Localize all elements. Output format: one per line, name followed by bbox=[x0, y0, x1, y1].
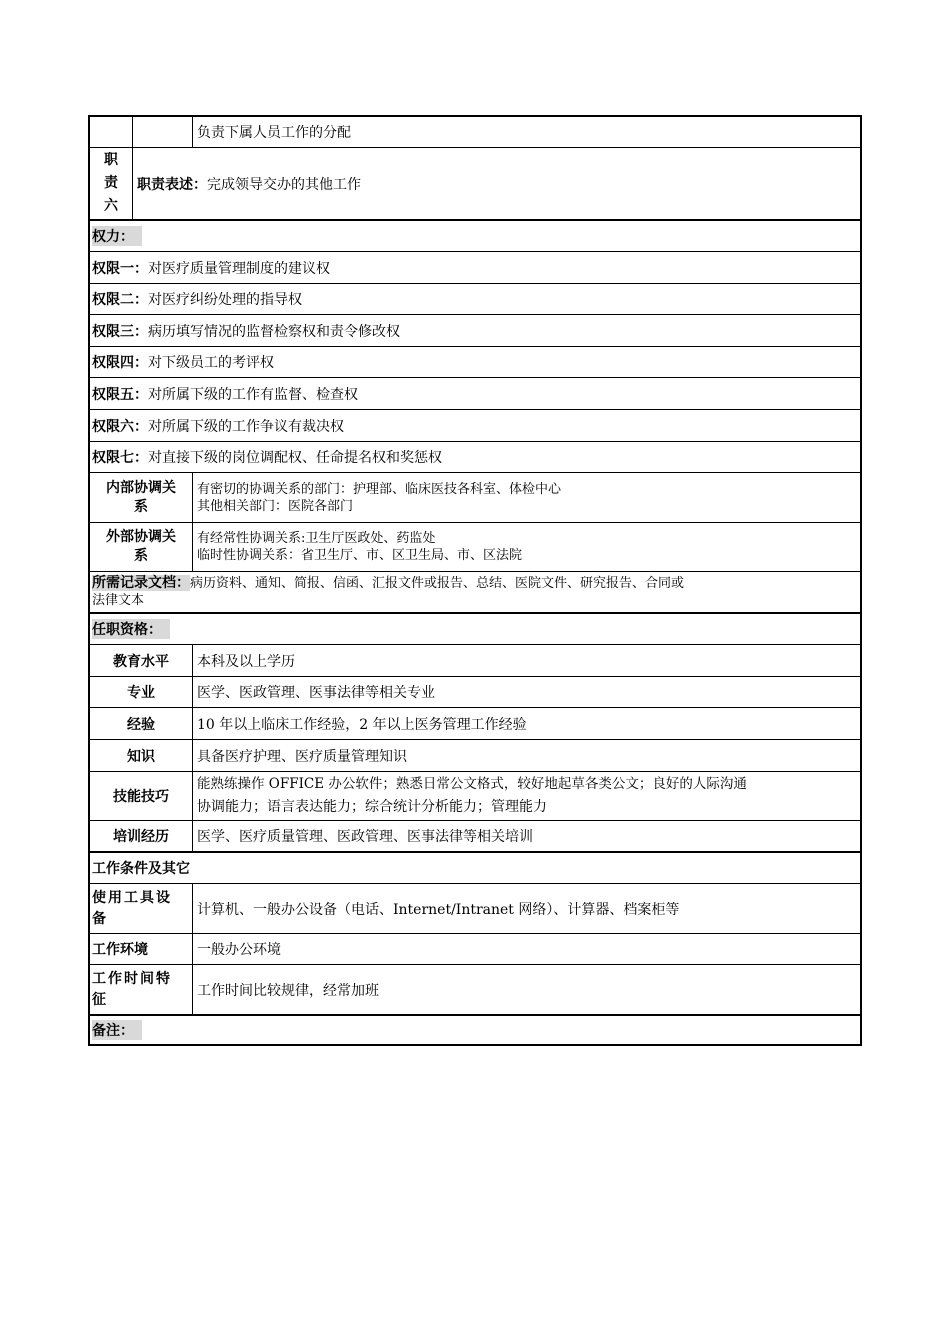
power-item-4 bbox=[88, 347, 862, 378]
power-item-text: 对医疗质量管理制度的建议权 bbox=[148, 260, 330, 277]
duty-six-char-2: 责 bbox=[104, 175, 118, 191]
power-item-label: 权限三： bbox=[92, 323, 148, 340]
qualification-value: 10 年以上临床工作经验，2 年以上医务管理工作经验 bbox=[197, 716, 527, 733]
duty-six-description bbox=[133, 148, 860, 219]
qualification-experience-row bbox=[88, 708, 862, 740]
external-coordination-row bbox=[88, 523, 862, 572]
power-item-5 bbox=[88, 378, 862, 410]
conditions-tools-text: 计算机、一般办公设备（电话、Internet/Intranet 网络）、计算器、档案柜等 bbox=[197, 901, 680, 918]
internal-coordination-label: 内部协调关 系 bbox=[90, 473, 193, 522]
qualification-skills-row bbox=[88, 772, 862, 821]
conditions-tools-row bbox=[88, 884, 862, 934]
power-item-2 bbox=[88, 284, 862, 315]
qualification-header: 任职资格： bbox=[92, 619, 170, 639]
power-header-row bbox=[88, 221, 862, 252]
qualification-label: 培训经历 bbox=[90, 821, 193, 851]
conditions-time-label: 工作时间特 征 bbox=[90, 965, 193, 1014]
power-item-label: 权限六： bbox=[92, 418, 148, 435]
duty-label-cell bbox=[133, 117, 193, 147]
remarks-label: 备注： bbox=[92, 1020, 142, 1040]
qualification-knowledge-row bbox=[88, 740, 862, 772]
qualification-value: 医学、医疗质量管理、医政管理、医事法律等相关培训 bbox=[197, 829, 533, 845]
conditions-environment-text: 一般办公环境 bbox=[197, 942, 281, 958]
qualification-education-row bbox=[88, 645, 862, 677]
qualification-label: 经验 bbox=[90, 708, 193, 739]
power-item-label: 权限四： bbox=[92, 355, 148, 371]
power-item-text: 对所属下级的工作争议有裁决权 bbox=[148, 418, 344, 435]
power-item-1 bbox=[88, 252, 862, 284]
power-item-label: 权限七： bbox=[92, 450, 148, 466]
internal-coordination-text: 有密切的协调关系的部门：护理部、临床医技各科室、体检中心 其他相关部门：医院各部门 bbox=[197, 481, 562, 514]
conditions-header-row bbox=[88, 853, 862, 884]
power-item-label: 权限二： bbox=[92, 292, 148, 308]
conditions-header: 工作条件及其它 bbox=[92, 861, 190, 877]
duty-number-cell bbox=[90, 117, 133, 147]
qualification-major-row bbox=[88, 677, 862, 708]
qualification-value: 医学、医政管理、医事法律等相关专业 bbox=[197, 685, 435, 701]
duty-six-label bbox=[90, 148, 133, 219]
qualification-value: 具备医疗护理、医疗质量管理知识 bbox=[197, 748, 407, 765]
records-row bbox=[88, 572, 862, 614]
power-item-7 bbox=[88, 442, 862, 473]
records-label: 所需记录文档： bbox=[92, 575, 190, 591]
duty-continuation-row bbox=[88, 115, 862, 148]
qualification-header-row bbox=[88, 614, 862, 645]
conditions-environment-label: 工作环境 bbox=[90, 934, 193, 964]
qualification-label: 专业 bbox=[90, 677, 193, 707]
power-item-text: 对医疗纠纷处理的指导权 bbox=[148, 292, 302, 308]
power-item-6 bbox=[88, 410, 862, 442]
conditions-time-text: 工作时间比较规律，经常加班 bbox=[197, 982, 379, 999]
power-item-label: 权限一： bbox=[92, 260, 148, 277]
external-coordination-text: 有经常性协调关系:卫生厅医政处、药监处 临时性协调关系：省卫生厅、市、区卫生局、市、区法院 bbox=[197, 531, 523, 563]
duty-six-char-1: 职 bbox=[104, 152, 118, 168]
duty-six-char-3: 六 bbox=[104, 198, 118, 214]
power-item-text: 对下级员工的考评权 bbox=[148, 355, 274, 371]
remarks-row bbox=[88, 1014, 862, 1046]
internal-coordination-row bbox=[88, 473, 862, 523]
duty-continuation-text: 负责下属人员工作的分配 bbox=[197, 125, 351, 141]
qualification-value: 本科及以上学历 bbox=[197, 653, 295, 670]
qualification-value: 能熟练操作 OFFICE 办公软件；熟悉日常公文格式，较好地起草各类公文；良好的人际沟通 协调能力；语言表达能力；综合统计分析能力；管理能力 bbox=[197, 776, 747, 815]
power-item-3 bbox=[88, 315, 862, 347]
power-item-label: 权限五： bbox=[92, 386, 148, 403]
conditions-time-row bbox=[88, 965, 862, 1015]
conditions-tools-label: 使用工具设 备 bbox=[90, 884, 193, 933]
power-item-text: 对所属下级的工作有监督、检查权 bbox=[148, 386, 358, 403]
duty-six-desc-label: 职责表述： bbox=[137, 176, 207, 193]
power-item-text: 病历填写情况的监督检察权和责令修改权 bbox=[148, 323, 400, 340]
external-coordination-label: 外部协调关 系 bbox=[90, 523, 193, 571]
qualification-label: 技能技巧 bbox=[90, 772, 193, 820]
power-header: 权力： bbox=[92, 226, 142, 246]
duty-six-row bbox=[88, 148, 862, 221]
records-text: 所需记录文档：病历资料、通知、简报、信函、汇报文件或报告、总结、医院文件、研究报告、合同或 法律文本 bbox=[92, 575, 685, 608]
qualification-label: 教育水平 bbox=[90, 645, 193, 676]
qualification-training-row bbox=[88, 821, 862, 853]
duty-six-desc-text: 完成领导交办的其他工作 bbox=[207, 176, 361, 193]
power-item-text: 对直接下级的岗位调配权、任命提名权和奖惩权 bbox=[148, 450, 442, 466]
qualification-label: 知识 bbox=[90, 740, 193, 771]
conditions-environment-row bbox=[88, 934, 862, 965]
